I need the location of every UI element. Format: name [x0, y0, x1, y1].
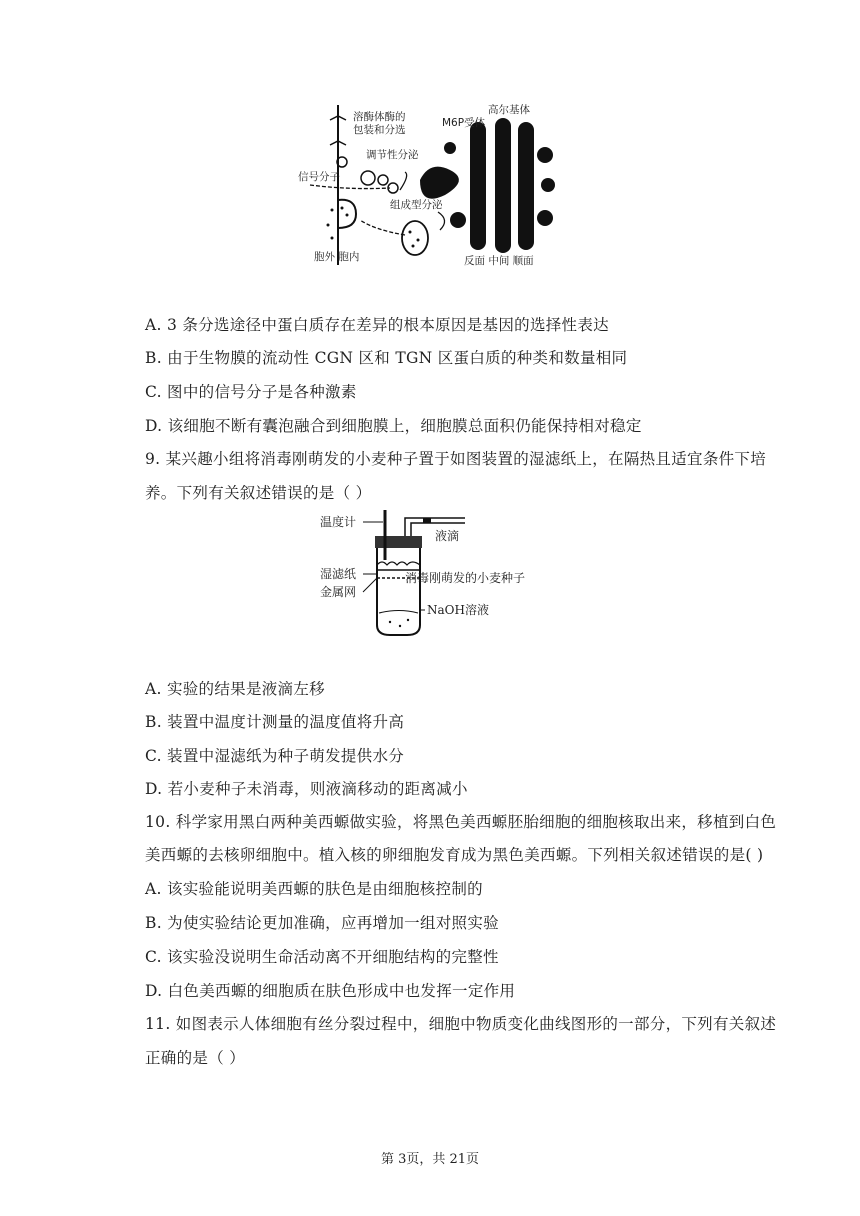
- q8-option-c: C. 图中的信号分子是各种激素: [145, 383, 357, 401]
- q10-stem-line1: 10. 科学家用黑白两种美西螈做实验，将黑色美西螈胚胎细胞的细胞核取出来，移植到白色: [145, 813, 777, 831]
- q10-option-c: C. 该实验没说明生命活动离不开细胞结构的完整性: [145, 948, 499, 966]
- q8-option-b: B. 由于生物膜的流动性 CGN 区和 TGN 区蛋白质的种类和数量相同: [145, 349, 628, 367]
- label-m6p-receptor: M6P受体: [442, 117, 486, 129]
- q10-stem-line2: 美西螈的去核卵细胞中。植入核的卵细胞发育成为黑色美西螈。下列相关叙述错误的是( ): [145, 846, 764, 864]
- label-seeds: 消毒刚萌发的小麦种子: [405, 571, 526, 585]
- label-constitutive-secretion: 组成型分泌: [390, 199, 443, 211]
- q9-stem-line2: 养。下列有关叙述错误的是（ ）: [145, 484, 372, 502]
- q10-option-b: B. 为使实验结论更加准确，应再增加一组对照实验: [145, 914, 499, 932]
- page-footer: 第 3页，共 21页: [380, 1152, 480, 1167]
- label-regulated-secretion: 调节性分泌: [366, 149, 419, 161]
- label-metal-mesh: 金属网: [320, 585, 357, 599]
- q9-option-c: C. 装置中湿滤纸为种子萌发提供水分: [145, 747, 405, 765]
- label-droplet: 液滴: [435, 529, 460, 543]
- q9-option-d: D. 若小麦种子未消毒，则液滴移动的距离减小: [145, 780, 468, 798]
- seed-apparatus-figure: [315, 510, 555, 640]
- golgi-sorting-figure: [290, 100, 570, 270]
- label-outside-inside: 胞外 胞内: [314, 251, 360, 263]
- q9-option-a: A. 实验的结果是液滴左移: [145, 680, 325, 698]
- label-thermometer: 温度计: [320, 515, 357, 529]
- q9-stem-line1: 9. 某兴趣小组将消毒刚萌发的小麦种子置于如图装置的湿滤纸上，在隔热且适宜条件下培: [145, 450, 767, 468]
- label-lysosome-packaging-1: 溶酶体酶的: [353, 111, 406, 123]
- q10-option-d: D. 白色美西螈的细胞质在肤色形成中也发挥一定作用: [145, 982, 516, 1000]
- q10-option-a: A. 该实验能说明美西螈的肤色是由细胞核控制的: [145, 880, 483, 898]
- q11-stem-line1: 11. 如图表示人体细胞有丝分裂过程中，细胞中物质变化曲线图形的一部分，下列有关叙述: [145, 1015, 777, 1033]
- q8-option-a: A. 3 条分选途径中蛋白质存在差异的根本原因是基因的选择性表达: [145, 316, 609, 334]
- label-signal-molecule: 信号分子: [298, 171, 340, 183]
- label-lysosome-packaging-2: 包装和分选: [353, 124, 406, 136]
- q9-option-b: B. 装置中温度计测量的温度值将升高: [145, 713, 405, 731]
- label-golgi: 高尔基体: [488, 104, 530, 116]
- q11-stem-line2: 正确的是（ ）: [145, 1049, 246, 1067]
- label-trans-medial-cis: 反面 中间 顺面: [464, 255, 534, 267]
- label-wet-filter: 湿滤纸: [320, 567, 357, 581]
- label-naoh: NaOH溶液: [427, 603, 489, 617]
- q8-option-d: D. 该细胞不断有囊泡融合到细胞膜上，细胞膜总面积仍能保持相对稳定: [145, 417, 642, 435]
